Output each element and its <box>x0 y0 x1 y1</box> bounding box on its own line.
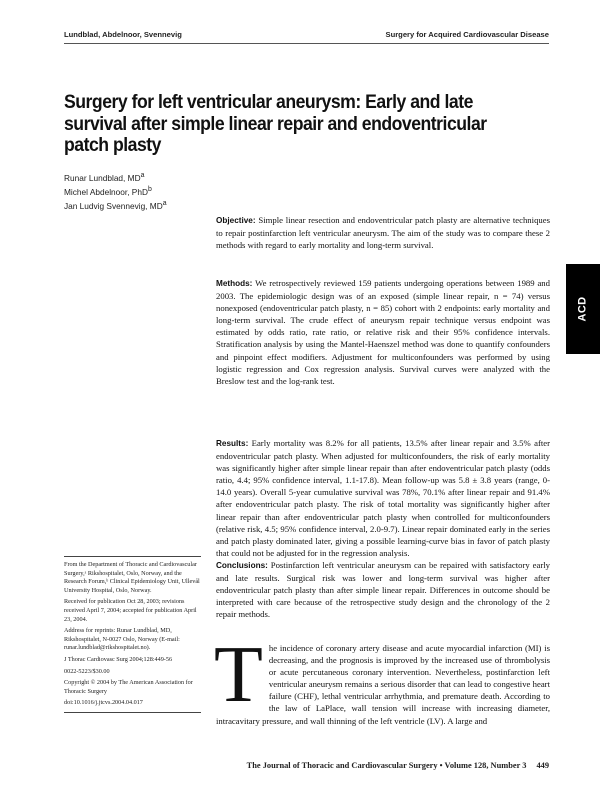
author-affiliation-mark: a <box>162 199 167 207</box>
section-tab <box>566 264 600 354</box>
abstract-conclusions: Conclusions: Postinfarction left ventricular aneurysm can be repaired with satisfactory early and late results. Surgical risk was lower and long-term survival was higher after endoventricular patch plasty than after simple linear repair. Differences in outcome should be interpreted with care because of the retrospective study design and the chronology of the 2 repair methods. <box>216 560 551 620</box>
author-affiliation-mark: a <box>140 172 145 179</box>
header-rule <box>64 43 549 44</box>
drop-cap: T <box>214 631 263 719</box>
abstract-label: Methods: <box>216 279 253 288</box>
received-note: Received for publication Oct 28, 2003; revisions received April 7, 2004; accepted for publication April 23, 2004. <box>64 598 197 623</box>
author-affiliation-mark: b <box>147 185 152 193</box>
issn-note: 0022-5223/$30.00 <box>64 667 110 675</box>
abstract-methods: Methods: We retrospectively reviewed 159 patients undergoing operations between 1989 and 2003. The epidemiologic design was of an exposed (simple linear repair, n = 74) versus nonexposed (endoventricular patch plasty, n = 85) cohort with 2 endpoints: early mortality and long-term survival. The crude effect of aneurysm repair technique versus endpoint was estimated by odds ratio, rate ratio, or relative risk and their 95% confidence intervals. Stratification analysis by using the Mantel-Haenszel method was done to quantify confounders and pinpoint effect modifiers. Adjustment for multiconfounders was performed by using logistic regression and Cox regression analysis. Survival curves were analyzed with the Breslow test and the log-rank test. <box>216 278 550 386</box>
running-header-authors: Lundblad, Abdelnoor, Svennevig <box>64 30 182 39</box>
copyright-note: Copyright © 2004 by The American Association for Thoracic Surgery <box>64 679 193 695</box>
author: Runar Lundblad, $MD^a$ <box>64 172 145 183</box>
article-title: Surgery for left ventricular aneurysm: Early and late survival after simple linear repair and endoventricular patch plasty <box>64 91 487 156</box>
section-tab-label: ACD <box>576 296 589 322</box>
abstract-results: Results: Early mortality was 8.2% for all patients, 13.5% after linear repair and 3.5% after endoventricular patch plasty. When adjusted for multiconfounders, the risk of early mortality was significantly higher after simple linear repair than after endoventricular patch plasty (odds ratio, 4.4; 95% confidence interval, 1.1-17.8). Mean follow-up was 5.8 ± 3.8 years (range, 0-14.0 years). Overall 5-year cumulative survival was 78%, 70.1% after linear repair and 91.4% after endoventricular patch plasty. The risk of total mortality was significantly higher after linear repair than after endoventricular patch plasty when controlled for multiconfounders (relative risk, 4.5; 95% confidence interval, 2.0-9.7). Linear repair dominated early in the series and patch plasty dominated later, giving a possible learning-curve bias in favor of patch plasty that could not be adjusted for in the regression analysis. <box>216 438 550 558</box>
author-list <box>64 170 167 211</box>
journal-citation: The Journal of Thoracic and Cardiovascular Surgery • Volume 128, Number 3 <box>246 761 527 770</box>
abstract-label: Conclusions: <box>216 561 268 570</box>
running-header-section: Surgery for Acquired Cardiovascular Disease <box>385 30 549 39</box>
abstract-objective: Objective: Simple linear resection and endoventricular patch plasty are alternative techniques to repair postinfarction left ventricular aneurysm. The aim of the study was to compare these 2 methods with regard to early mortality and long-term survival. <box>216 215 550 251</box>
author: Michel Abdelnoor, PhD$^b$ <box>64 185 152 197</box>
article-info-sidebar <box>64 556 201 713</box>
affiliation-note: From the Department of Thoracic and Cardiovascular Surgery,ᵃ Rikshospitalet, Oslo, Norway, and the Research Forum,ᵇ Clinical Epidemiology Unit, Ullevål University Hospital, Oslo, Norway. <box>64 561 200 594</box>
introduction-paragraph: T he incidence of coronary artery disease and acute myocardial infarction (MI) is decreasing, and the prognosis is improved by the increased use of thrombolysis or acute percutaneous coronary intervention. Nevertheless, postinfarction left ventricular aneurysm remains a serious disorder that can lead to congestive heart failure (CHF), lethal ventricular arrhythmia, and premature death. According to the law of LaPlace, wall tension will increase with increasing diameter, intracavitary pressure, and wall thinning of the left ventricle (LV). A large and <box>214 631 550 726</box>
abstract-label: Results: <box>216 439 249 448</box>
running-footer <box>247 761 549 770</box>
citation-note: J Thorac Cardiovasc Surg 2004;128:449-56 <box>64 655 173 663</box>
abstract-label: Objective: <box>216 216 256 225</box>
author: Jan Ludvig Svennevig, $MD^a$ <box>64 199 167 211</box>
reprints-note: Address for reprints: Runar Lundblad, MD, Rikshospitalet, N-0027 Oslo, Norway (E-mail: runar.lundblad@rikshospitalet.no). <box>64 627 180 652</box>
page-number: 449 <box>536 761 549 770</box>
doi-note: doi:10.1016/j.jtcvs.2004.04.017 <box>64 699 143 707</box>
